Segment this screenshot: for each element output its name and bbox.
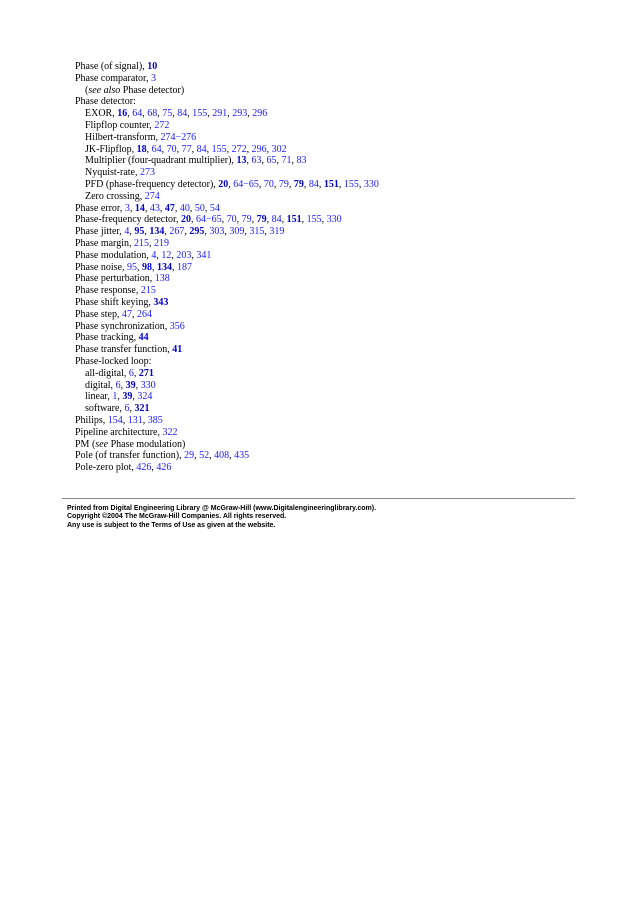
page-reference-link[interactable]: 64−65 <box>233 178 259 190</box>
index-entry <box>75 262 555 274</box>
page-reference-link[interactable]: 83 <box>296 155 307 167</box>
index-text: Phase-frequency detector, <box>75 214 181 226</box>
index-entry <box>75 415 555 427</box>
index-text: Multiplier (four-quadrant multiplier), <box>85 155 237 167</box>
index-text: , <box>226 143 232 155</box>
index-text: , <box>129 403 135 415</box>
index-subentry <box>75 144 555 156</box>
page-reference-link[interactable]: 302 <box>271 143 287 155</box>
index-text: Phase noise, <box>75 261 127 273</box>
index-text: Pole (of transfer function), <box>75 450 185 462</box>
page-reference-link[interactable]: 296 <box>251 143 267 155</box>
index-subentry <box>75 132 555 144</box>
index-text: digital, <box>85 379 116 391</box>
page-reference-link[interactable]: 13 <box>236 155 247 167</box>
index-subentry <box>75 155 555 167</box>
index-text: , <box>172 108 178 120</box>
index-list <box>75 61 555 474</box>
index-entry <box>75 427 555 439</box>
index-text: Phase response, <box>75 285 141 297</box>
page-reference-link[interactable]: 3 <box>124 202 130 214</box>
index-text: , <box>117 391 123 403</box>
index-text: Pipeline architecture, <box>75 426 163 438</box>
index-text: , <box>120 379 126 391</box>
index-text: , <box>236 214 242 226</box>
page-reference-link[interactable]: 272 <box>154 119 170 131</box>
index-text: , <box>247 108 253 120</box>
index-text: Phase error, <box>75 202 125 214</box>
index-text: Phase shift keying, <box>75 296 154 308</box>
index-subentry <box>75 85 555 97</box>
index-text: all-digital, <box>85 367 129 379</box>
page-reference-link[interactable]: 264 <box>136 308 152 320</box>
index-text: Phase modulation) <box>108 438 186 450</box>
page-reference-link[interactable]: 131 <box>127 414 143 426</box>
index-text: , <box>144 202 150 214</box>
index-text: , <box>129 226 135 238</box>
page-reference-link[interactable]: 271 <box>138 367 154 379</box>
index-text: , <box>133 367 139 379</box>
page-reference-link[interactable]: 12 <box>161 249 172 261</box>
page-reference-link[interactable]: 20 <box>218 178 229 190</box>
index-entry <box>75 61 555 73</box>
index-entry <box>75 250 555 262</box>
page-reference-link[interactable]: 151 <box>323 178 339 190</box>
page-reference-link[interactable]: 40 <box>179 202 190 214</box>
index-subentry <box>75 167 555 179</box>
page-reference-link[interactable]: 408 <box>214 450 230 462</box>
index-text: , <box>204 202 210 214</box>
page-reference-link[interactable]: 79 <box>278 178 289 190</box>
page-reference-link[interactable]: 98 <box>141 261 152 273</box>
page-reference-link[interactable]: 296 <box>252 108 268 120</box>
index-text: Phase-locked loop: <box>75 355 152 367</box>
index-entry <box>75 285 555 297</box>
page-reference-link[interactable]: 215 <box>140 285 156 297</box>
page-reference-link[interactable]: 274 <box>144 190 160 202</box>
page-reference-link[interactable]: 187 <box>176 261 192 273</box>
index-italic-text: see also <box>88 84 121 96</box>
index-text: , <box>135 379 141 391</box>
page-reference-link[interactable]: 6 <box>115 379 121 391</box>
index-subentry <box>75 380 555 392</box>
page-reference-link[interactable]: 303 <box>209 226 225 238</box>
index-text: , <box>228 178 234 190</box>
page-reference-link[interactable]: 155 <box>343 178 359 190</box>
page-reference-link[interactable]: 64−65 <box>195 214 222 226</box>
page-reference-link[interactable]: 134 <box>156 261 172 273</box>
index-text: , <box>189 202 195 214</box>
index-text: Flipflop counter, <box>85 119 155 131</box>
page-reference-link[interactable]: 16 <box>117 108 128 120</box>
index-text: , <box>191 143 197 155</box>
index-text: , <box>157 108 163 120</box>
footer-divider <box>62 498 575 499</box>
index-italic-text: see <box>95 438 109 450</box>
index-entry <box>75 321 555 333</box>
page-reference-link[interactable]: 4 <box>151 249 157 261</box>
index-text: Phase detector) <box>120 84 185 96</box>
page-reference-link[interactable]: 71 <box>281 155 292 167</box>
index-text: software, <box>85 403 125 415</box>
page-reference-link[interactable]: 95 <box>126 261 137 273</box>
page-reference-link[interactable]: 322 <box>162 426 178 438</box>
index-text: , <box>171 249 177 261</box>
index-text: , <box>281 214 287 226</box>
index-text: , <box>321 214 327 226</box>
index-text: , <box>318 178 324 190</box>
index-text: , <box>142 414 148 426</box>
page-reference-link[interactable]: 309 <box>229 226 245 238</box>
index-subentry <box>75 191 555 203</box>
index-text: , <box>131 308 137 320</box>
page-reference-link[interactable]: 215 <box>133 237 149 249</box>
index-text: , <box>146 143 152 155</box>
index-text: , <box>164 226 170 238</box>
page-reference-link[interactable]: 330 <box>140 379 156 391</box>
index-text: , <box>338 178 344 190</box>
page-reference-link[interactable]: 203 <box>176 249 192 261</box>
page-reference-link[interactable]: 65 <box>266 155 277 167</box>
page-reference-link[interactable]: 39 <box>125 379 136 391</box>
index-text: , <box>246 143 252 155</box>
page-reference-link[interactable]: 64 <box>132 108 143 120</box>
index-text: Phase synchronization, <box>75 320 170 332</box>
index-entry <box>75 332 555 344</box>
index-entry <box>75 203 555 215</box>
index-text: , <box>148 237 154 249</box>
page-reference-link[interactable]: 151 <box>286 214 302 226</box>
index-entry <box>75 96 555 108</box>
page-reference-link[interactable]: 138 <box>154 273 170 285</box>
index-text: Pole-zero plot, <box>75 462 137 474</box>
index-text: , <box>122 414 128 426</box>
index-text: , <box>129 202 135 214</box>
index-entry <box>75 439 555 451</box>
index-entry <box>75 273 555 285</box>
index-subentry <box>75 403 555 415</box>
page-reference-link[interactable]: 14 <box>134 202 145 214</box>
page-reference-link[interactable]: 43 <box>149 202 160 214</box>
index-text: Phase perturbation, <box>75 273 155 285</box>
index-text: , <box>244 226 250 238</box>
index-text: , <box>174 202 180 214</box>
page-reference-link[interactable]: 293 <box>232 108 248 120</box>
index-entry <box>75 450 555 462</box>
page-reference-link[interactable]: 75 <box>162 108 173 120</box>
index-text: , <box>190 214 196 226</box>
page-reference-link[interactable]: 273 <box>140 167 155 179</box>
page-reference-link[interactable]: 356 <box>169 320 185 332</box>
index-text: , <box>288 178 294 190</box>
index-text: Phase detector: <box>75 96 136 108</box>
index-entry <box>75 297 555 309</box>
page-reference-link[interactable]: 64 <box>151 143 162 155</box>
page-reference-link[interactable]: 315 <box>249 226 265 238</box>
index-text: , <box>227 108 233 120</box>
page-reference-link[interactable]: 95 <box>134 226 145 238</box>
index-text: linear, <box>85 391 113 403</box>
page-reference-link[interactable]: 324 <box>137 391 153 403</box>
index-entry <box>75 462 555 474</box>
page-reference-link[interactable]: 295 <box>189 226 205 238</box>
page-reference-link[interactable]: 70 <box>263 178 274 190</box>
index-text: , <box>209 450 215 462</box>
page-reference-link[interactable]: 219 <box>153 237 169 249</box>
index-text: , <box>251 214 257 226</box>
index-text: Philips, <box>75 414 108 426</box>
page-reference-link[interactable]: 435 <box>234 450 250 462</box>
index-text: , <box>161 143 167 155</box>
index-text: , <box>229 450 235 462</box>
index-text: Hilbert-transform, <box>85 131 161 143</box>
page-reference-link[interactable]: 134 <box>149 226 165 238</box>
index-text: ( <box>85 84 89 96</box>
page-reference-link[interactable]: 63 <box>251 155 262 167</box>
page-reference-link[interactable]: 426 <box>156 462 172 474</box>
index-text: , <box>261 155 267 167</box>
index-text: , <box>142 108 148 120</box>
page-reference-link[interactable]: 79 <box>293 178 304 190</box>
page-reference-link[interactable]: 39 <box>122 391 133 403</box>
page-reference-link[interactable]: 426 <box>136 462 152 474</box>
page-reference-link[interactable]: 291 <box>212 108 228 120</box>
index-subentry <box>75 120 555 132</box>
index-text: , <box>187 108 193 120</box>
page-reference-link[interactable]: 155 <box>192 108 208 120</box>
index-entry <box>75 309 555 321</box>
index-text: , <box>159 202 165 214</box>
index-text: Phase margin, <box>75 237 134 249</box>
index-text: , <box>207 108 213 120</box>
index-subentry <box>75 108 555 120</box>
page-reference-link[interactable]: 3 <box>150 72 156 84</box>
index-text: , <box>151 261 157 273</box>
page-reference-link[interactable]: 47 <box>121 308 132 320</box>
page-reference-link[interactable]: 77 <box>181 143 192 155</box>
page-reference-link[interactable]: 319 <box>269 226 285 238</box>
index-text: , <box>176 143 182 155</box>
page-reference-link[interactable]: 29 <box>184 450 195 462</box>
index-text: JK-Flipflop, <box>85 143 137 155</box>
page-reference-link[interactable]: 1 <box>112 391 118 403</box>
index-text: , <box>127 108 133 120</box>
page-reference-link[interactable]: 267 <box>169 226 185 238</box>
page-reference-link[interactable]: 6 <box>128 367 134 379</box>
index-text: Phase modulation, <box>75 249 152 261</box>
index-text: , <box>224 226 230 238</box>
index-text: PM ( <box>75 438 96 450</box>
page-reference-link[interactable]: 10 <box>147 61 158 72</box>
index-text: , <box>132 391 138 403</box>
index-text: , <box>301 214 307 226</box>
index-text: , <box>206 143 212 155</box>
footer-printed-line: Printed from Digital Engineering Library @ McGraw-Hill (www.Digitalengineeringlibrary.com). <box>67 505 377 512</box>
index-text: Zero crossing, <box>85 190 145 202</box>
page-reference-link[interactable]: 330 <box>363 178 379 190</box>
page-reference-link[interactable]: 155 <box>306 214 322 226</box>
page-reference-link[interactable]: 4 <box>124 226 130 238</box>
index-text: PFD (phase-frequency detector), <box>85 178 219 190</box>
index-text: , <box>266 143 272 155</box>
index-subentry <box>75 391 555 403</box>
page-reference-link[interactable]: 84 <box>196 143 207 155</box>
page-reference-link[interactable]: 20 <box>180 214 191 226</box>
index-text: , <box>156 249 162 261</box>
index-text: Phase transfer function, <box>75 344 173 356</box>
page-reference-link[interactable]: 341 <box>196 249 212 261</box>
index-text: , <box>246 155 252 167</box>
index-entry <box>75 238 555 250</box>
index-entry <box>75 73 555 85</box>
index-text: Phase jitter, <box>75 226 125 238</box>
page-reference-link[interactable]: 50 <box>194 202 205 214</box>
page-reference-link[interactable]: 70 <box>166 143 177 155</box>
page-reference-link[interactable]: 343 <box>153 296 169 308</box>
page-reference-link[interactable]: 272 <box>231 143 247 155</box>
index-text: Phase (of signal), <box>75 61 148 72</box>
page-reference-link[interactable]: 84 <box>177 108 188 120</box>
page-reference-link[interactable]: 70 <box>226 214 237 226</box>
footer-copyright-line: Copyright ©2004 The McGraw-Hill Companies. All rights reserved. <box>67 513 287 521</box>
page-reference-link[interactable]: 54 <box>209 202 220 214</box>
page-reference-link[interactable]: 52 <box>199 450 210 462</box>
index-text: , <box>358 178 364 190</box>
index-entry <box>75 344 555 356</box>
index-text: , <box>191 249 197 261</box>
page-reference-link[interactable]: 68 <box>147 108 158 120</box>
page-reference-link[interactable]: 321 <box>134 403 150 415</box>
page-reference-link[interactable]: 47 <box>164 202 175 214</box>
page-reference-link[interactable]: 385 <box>147 414 163 426</box>
index-text: , <box>221 214 227 226</box>
index-text: Phase step, <box>75 308 122 320</box>
index-text: , <box>258 178 264 190</box>
index-subentry <box>75 368 555 380</box>
index-text: , <box>136 261 142 273</box>
index-text: , <box>291 155 297 167</box>
index-subentry <box>75 179 555 191</box>
index-text: , <box>264 226 270 238</box>
index-text: , <box>194 450 200 462</box>
index-text: Phase tracking, <box>75 332 139 344</box>
index-text: , <box>303 178 309 190</box>
index-text: , <box>273 178 279 190</box>
page-reference-link[interactable]: 41 <box>172 344 183 356</box>
index-text: Nyquist-rate, <box>85 167 140 179</box>
page-reference-link[interactable]: 155 <box>211 143 227 155</box>
page-reference-link[interactable]: 154 <box>107 414 123 426</box>
index-text: , <box>276 155 282 167</box>
page-reference-link[interactable]: 18 <box>136 143 147 155</box>
page-reference-link[interactable]: 84 <box>308 178 319 190</box>
page-reference-link[interactable]: 330 <box>326 214 342 226</box>
page-reference-link[interactable]: 79 <box>256 214 267 226</box>
index-text: , <box>171 261 177 273</box>
page-reference-link[interactable]: 274−276 <box>160 131 197 143</box>
index-entry <box>75 214 555 226</box>
index-text: , <box>184 226 190 238</box>
index-entry <box>75 226 555 238</box>
page-reference-link[interactable]: 6 <box>124 403 130 415</box>
index-text: , <box>204 226 210 238</box>
index-text: Phase comparator, <box>75 72 151 84</box>
index-text: , <box>151 462 157 474</box>
footer-terms-line: Any use is subject to the Terms of Use as given at the website. <box>67 521 276 529</box>
index-text: , <box>144 226 150 238</box>
index-entry <box>75 356 555 368</box>
page-reference-link[interactable]: 84 <box>271 214 282 226</box>
index-text: EXOR, <box>85 108 118 120</box>
index-text: , <box>266 214 272 226</box>
page-reference-link[interactable]: 79 <box>241 214 252 226</box>
page-reference-link[interactable]: 44 <box>138 332 149 344</box>
footer-notice <box>67 505 567 530</box>
